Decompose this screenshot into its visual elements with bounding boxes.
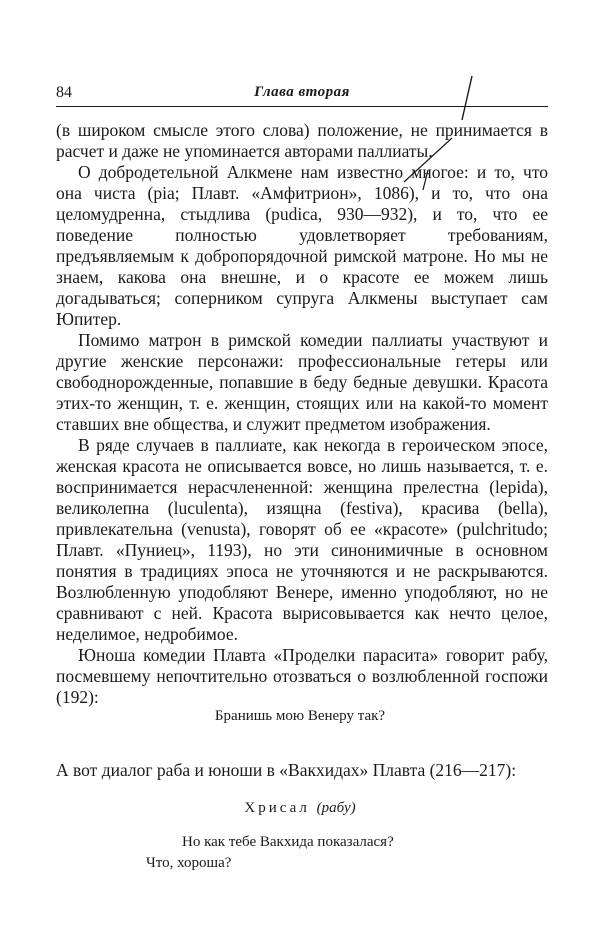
paragraph-5: Юноша комедии Плавта «Проделки парасита» говорит рабу, посмевшему непочтительно отозваться о возлюбленной госпожи (192):: [56, 645, 548, 707]
paragraph-6: А вот диалог раба и юноши в «Вакхидах» Плавта (216—217):: [56, 760, 517, 780]
speaker-line: [0, 800, 600, 817]
paragraph-1: (в широком смысле этого слова) положение, не принимается в расчет и даже не упоминается авторами паллиаты.: [56, 120, 548, 161]
verse-line-2: Что, хороша?: [146, 855, 232, 871]
verse-line-1: Но как тебе Вакхида показалася?: [182, 834, 394, 850]
speaker-name: Хрисал: [244, 800, 310, 816]
running-title: Глава вторая: [254, 84, 350, 100]
paragraph-4: В ряде случаев в паллиате, как некогда в героическом эпосе, женская красота не описывается вовсе, но лишь называется, т. е. воспринимается нерасчлененной: женщина прелестна (lepida), великолепна (luculenta), изящна (festiva), красива (bella), привлекательна (venusta), говорят об ее «красоте» (pulchritudo; Плавт. «Пуниец», 1193), но эти синонимичные в основном понятия в традициях эпоса не уточняются и не раскрываются. Возлюбленную уподобляют Венере, именно уподобляют, но не сравнивают с ней. Красота вырисовывается как нечто целое, неделимое, недробимое.: [56, 435, 548, 644]
paragraph-3: Помимо матрон в римской комедии паллиаты участвуют и другие женские персонажи: профессиональные гетеры или свободнорожденные, попавшие в беду бедные девушки. Красота этих-то женщин, т. е. женщин, стоящих или на какой-то момент ставших вне общества, и служит предметом изображения.: [56, 330, 548, 434]
page-header: [56, 84, 548, 104]
main-text: [56, 120, 548, 708]
page-number: 84: [56, 84, 72, 101]
verse-quote: Бранишь мою Венеру так?: [214, 708, 386, 724]
stage-direction: (рабу): [316, 800, 356, 816]
paragraph-2: О добродетельной Алкмене нам известно многое: и то, что она чиста (pia; Плавт. «Амфитрион», 1086), и то, что она целомудренна, стыдлива (pudica, 930—932), и то, что ее поведение полностью удовлетворяет требованиям, предъявляемым к добропорядочной римской матроне. Но мы не знаем, какова она внешне, и о красоте ее можем лишь догадываться; соперником супруга Алкмены выступает сам Юпитер.: [56, 162, 548, 329]
header-rule: [56, 106, 548, 107]
